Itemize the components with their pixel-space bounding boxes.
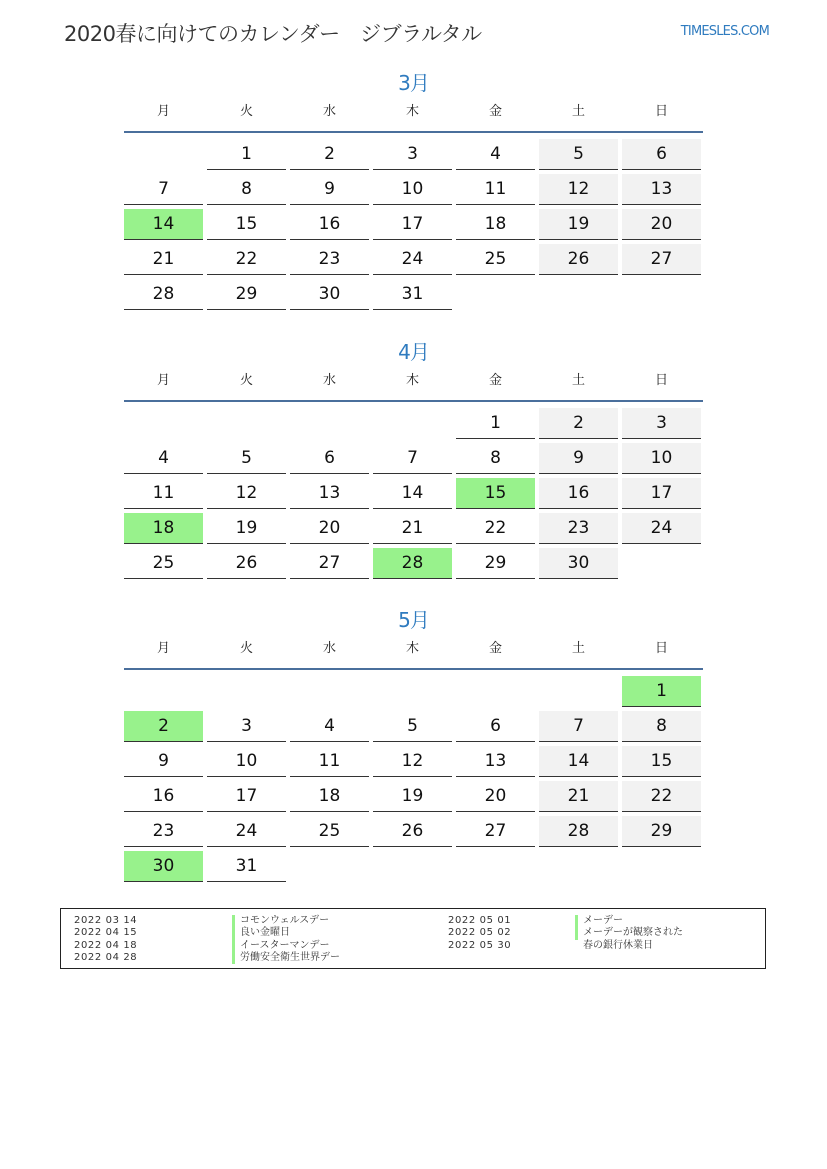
holiday-day-cell: 30 — [124, 851, 203, 882]
day-cell: 6 — [622, 139, 701, 170]
weekday-label: 火 — [239, 641, 253, 656]
legend-date: 2022 03 14 — [74, 915, 138, 926]
day-cell: 13 — [290, 478, 369, 509]
legend-dates-right — [448, 915, 511, 952]
day-cell: 25 — [456, 244, 535, 275]
weekday-label: 日 — [654, 373, 668, 388]
day-cell: 5 — [373, 711, 452, 742]
month-title: 3月 — [398, 71, 429, 95]
empty-cell — [124, 139, 203, 170]
day-cell: 16 — [124, 781, 203, 812]
holiday-day-cell: 2 — [124, 711, 203, 742]
day-cell: 30 — [290, 279, 369, 310]
day-cell: 14 — [373, 478, 452, 509]
day-cell: 27 — [290, 548, 369, 579]
day-cell: 5 — [207, 443, 286, 474]
day-cell: 16 — [539, 478, 618, 509]
legend-holiday-name: メーデー — [575, 915, 683, 927]
day-cell: 9 — [124, 746, 203, 777]
day-cell: 12 — [207, 478, 286, 509]
day-cell: 8 — [456, 443, 535, 474]
weekday-label: 木 — [405, 641, 419, 656]
day-cell: 5 — [539, 139, 618, 170]
day-cell: 15 — [622, 746, 701, 777]
day-cell: 28 — [124, 279, 203, 310]
day-cell: 26 — [539, 244, 618, 275]
weekday-label: 土 — [571, 641, 585, 656]
legend-date: 2022 04 28 — [74, 951, 138, 963]
day-cell: 27 — [622, 244, 701, 275]
day-cell: 31 — [207, 851, 286, 882]
day-cell: 23 — [539, 513, 618, 544]
day-cell: 18 — [290, 781, 369, 812]
day-cell: 20 — [290, 513, 369, 544]
weekday-label: 土 — [571, 104, 585, 119]
legend-holiday-name: 春の銀行休業日 — [583, 939, 653, 951]
day-cell: 23 — [290, 244, 369, 275]
empty-cell — [207, 408, 286, 439]
page-title: 2020春に向けてのカレンダー ジブラルタル — [64, 22, 482, 46]
weekday-label: 金 — [488, 373, 502, 388]
day-cell: 13 — [622, 174, 701, 205]
day-cell: 1 — [207, 139, 286, 170]
day-cell: 19 — [373, 781, 452, 812]
weekday-label: 木 — [405, 373, 419, 388]
day-cell: 9 — [539, 443, 618, 474]
day-cell: 3 — [207, 711, 286, 742]
day-cell: 17 — [622, 478, 701, 509]
day-cell: 3 — [373, 139, 452, 170]
day-cell: 12 — [539, 174, 618, 205]
day-cell: 19 — [539, 209, 618, 240]
holiday-day-cell: 18 — [124, 513, 203, 544]
weekday-header — [124, 370, 703, 392]
day-cell: 22 — [207, 244, 286, 275]
legend-date: 2022 04 15 — [74, 927, 138, 939]
legend-date: 2022 05 02 — [448, 927, 512, 939]
day-cell: 24 — [622, 513, 701, 544]
day-cell: 24 — [207, 816, 286, 847]
holiday-legend — [60, 908, 766, 969]
day-cell: 15 — [207, 209, 286, 240]
empty-cell — [290, 408, 369, 439]
day-cell: 6 — [290, 443, 369, 474]
weekday-label: 水 — [322, 373, 336, 388]
day-cell: 26 — [373, 816, 452, 847]
weekday-label: 月 — [156, 104, 170, 119]
day-cell: 20 — [456, 781, 535, 812]
month-title: 4月 — [398, 340, 429, 364]
day-cell: 1 — [456, 408, 535, 439]
weekday-label: 月 — [156, 373, 170, 388]
day-cell: 29 — [207, 279, 286, 310]
day-cell: 21 — [373, 513, 452, 544]
day-cell: 4 — [456, 139, 535, 170]
day-cell: 7 — [373, 443, 452, 474]
header-rule — [124, 668, 703, 670]
weekday-label: 日 — [654, 641, 668, 656]
day-cell: 22 — [622, 781, 701, 812]
day-cell: 21 — [124, 244, 203, 275]
weekday-label: 月 — [156, 641, 170, 656]
day-cell: 17 — [207, 781, 286, 812]
day-cell: 19 — [207, 513, 286, 544]
day-cell: 7 — [539, 711, 618, 742]
empty-cell — [456, 676, 535, 707]
weekday-header — [124, 101, 703, 123]
day-cell: 18 — [456, 209, 535, 240]
day-cell: 20 — [622, 209, 701, 240]
weekday-label: 金 — [488, 104, 502, 119]
weekday-label: 水 — [322, 641, 336, 656]
legend-names-left — [232, 915, 340, 964]
day-cell: 29 — [456, 548, 535, 579]
day-cell: 8 — [622, 711, 701, 742]
day-cell: 11 — [290, 746, 369, 777]
day-cell: 14 — [539, 746, 618, 777]
weekday-label: 火 — [239, 373, 253, 388]
header-rule — [124, 131, 703, 133]
day-cell: 3 — [622, 408, 701, 439]
day-cell: 11 — [124, 478, 203, 509]
legend-holiday-name: イースターマンデー — [232, 940, 340, 952]
day-cell: 4 — [290, 711, 369, 742]
legend-holiday-name: 良い金曜日 — [232, 927, 340, 939]
day-cell: 2 — [539, 408, 618, 439]
day-cell: 24 — [373, 244, 452, 275]
legend-date: 2022 05 30 — [448, 939, 512, 951]
day-grid — [124, 139, 703, 310]
day-cell: 10 — [622, 443, 701, 474]
holiday-day-cell: 1 — [622, 676, 701, 707]
day-cell: 28 — [539, 816, 618, 847]
day-cell: 31 — [373, 279, 452, 310]
legend-holiday-name: メーデーが観察された — [575, 927, 683, 939]
day-cell: 12 — [373, 746, 452, 777]
day-cell: 13 — [456, 746, 535, 777]
empty-cell — [539, 676, 618, 707]
day-cell: 29 — [622, 816, 701, 847]
day-cell: 22 — [456, 513, 535, 544]
day-cell: 10 — [373, 174, 452, 205]
month-title: 5月 — [398, 608, 429, 632]
weekday-label: 水 — [322, 104, 336, 119]
legend-holiday-name: 労働安全衛生世界デー — [232, 952, 340, 964]
day-cell: 25 — [290, 816, 369, 847]
site-link[interactable]: TIMESLES.COM — [680, 24, 769, 39]
day-cell: 10 — [207, 746, 286, 777]
day-cell: 4 — [124, 443, 203, 474]
day-grid — [124, 408, 703, 579]
day-cell: 17 — [373, 209, 452, 240]
weekday-label: 木 — [405, 104, 419, 119]
day-cell: 30 — [539, 548, 618, 579]
day-cell: 8 — [207, 174, 286, 205]
legend-holiday-name: コモンウェルスデー — [232, 915, 340, 927]
empty-cell — [124, 408, 203, 439]
empty-cell — [373, 676, 452, 707]
day-cell: 11 — [456, 174, 535, 205]
empty-cell — [207, 676, 286, 707]
holiday-day-cell: 28 — [373, 548, 452, 579]
legend-date: 2022 04 18 — [74, 939, 138, 951]
day-cell: 23 — [124, 816, 203, 847]
day-cell: 7 — [124, 174, 203, 205]
weekday-label: 日 — [654, 104, 668, 119]
month-block — [124, 605, 703, 882]
header-rule — [124, 400, 703, 402]
month-block — [124, 68, 703, 310]
holiday-day-cell: 14 — [124, 209, 203, 240]
legend-names-right — [575, 915, 683, 952]
day-grid — [124, 676, 703, 882]
day-cell: 2 — [290, 139, 369, 170]
month-block — [124, 337, 703, 579]
day-cell: 6 — [456, 711, 535, 742]
weekday-label: 火 — [239, 104, 253, 119]
day-cell: 21 — [539, 781, 618, 812]
empty-cell — [373, 408, 452, 439]
legend-dates-left — [74, 915, 137, 964]
empty-cell — [290, 676, 369, 707]
day-cell: 25 — [124, 548, 203, 579]
empty-cell — [124, 676, 203, 707]
legend-date: 2022 05 01 — [448, 915, 512, 926]
day-cell: 16 — [290, 209, 369, 240]
day-cell: 26 — [207, 548, 286, 579]
day-cell: 9 — [290, 174, 369, 205]
weekday-header — [124, 638, 703, 660]
weekday-label: 金 — [488, 641, 502, 656]
holiday-day-cell: 15 — [456, 478, 535, 509]
day-cell: 27 — [456, 816, 535, 847]
weekday-label: 土 — [571, 373, 585, 388]
